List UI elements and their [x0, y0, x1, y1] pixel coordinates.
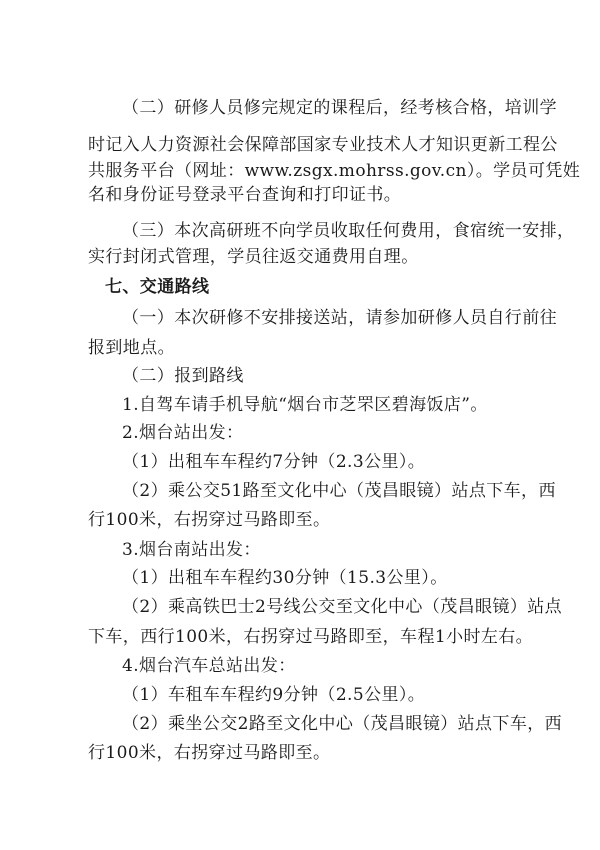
route-3-option-1: （1）出租车车程约30分钟（15.3公里）。	[122, 568, 448, 588]
section-heading: 七、交通路线	[105, 277, 210, 297]
route-2-option-1: （1）出租车车程约7分钟（2.3公里）。	[122, 452, 426, 472]
paragraph-2-line-3: 共服务平台（网址：www.zsgx.mohrss.gov.cn）。学员可凭姓	[88, 161, 581, 181]
paragraph-3-line-1: （三）本次高研班不向学员收取任何费用，食宿统一安排，	[122, 221, 575, 241]
route-2-heading: 2.烟台站出发：	[122, 423, 244, 443]
paragraph-2-line-2: 时记入人力资源社会保障部国家专业技术人才知识更新工程公	[88, 135, 558, 155]
traffic-paragraph-1-line-2: 报到地点。	[88, 338, 175, 358]
route-3-option-2-line-1: （2）乘高铁巴士2号线公交至文化中心（茂昌眼镜）站点	[122, 597, 563, 617]
paragraph-2-line-4: 名和身份证号登录平台查询和打印证书。	[88, 185, 402, 205]
route-4-heading: 4.烟台汽车总站出发：	[122, 656, 296, 676]
traffic-paragraph-2: （二）报到路线	[122, 366, 244, 386]
route-3-option-2-line-2: 下车，西行100米，右拐穿过马路即至，车程1小时左右。	[88, 627, 534, 647]
route-3-heading: 3.烟台南站出发：	[122, 540, 261, 560]
traffic-paragraph-1-line-1: （一）本次研修不安排接送站，请参加研修人员自行前往	[122, 308, 557, 328]
route-4-option-1: （1）车租车车程约9分钟（2.5公里）。	[122, 685, 426, 705]
route-2-option-2-line-1: （2）乘公交51路至文化中心（茂昌眼镜）站点下车，西	[122, 481, 556, 501]
route-2-option-2-line-2: 行100米，右拐穿过马路即至。	[88, 510, 331, 530]
paragraph-3-line-2: 实行封闭式管理，学员往返交通费用自理。	[88, 247, 419, 267]
route-4-option-2-line-1: （2）乘坐公交2路至文化中心（茂昌眼镜）站点下车，西	[122, 714, 563, 734]
route-1: 1.自驾车请手机导航“烟台市芝罘区碧海饭店”。	[122, 395, 488, 415]
route-4-option-2-line-2: 行100米，右拐穿过马路即至。	[88, 743, 331, 763]
paragraph-2-line-1: （二）研修人员修完规定的课程后，经考核合格，培训学	[122, 98, 557, 118]
